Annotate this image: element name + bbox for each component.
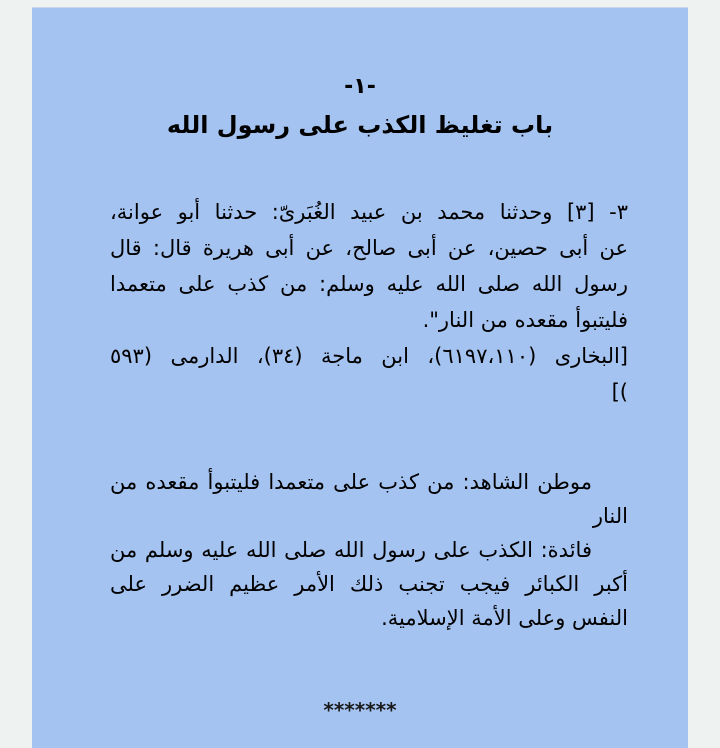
shahid-line: النار — [592, 504, 628, 528]
hadith-line: رسول الله صلى الله عليه وسلم: من كذب على متعمدا — [110, 272, 628, 296]
faida-line: النفس وعلى الأمة الإسلامية. — [381, 606, 628, 630]
hadith-line: ٣- [٣] وحدثنا محمد بن عبيد الغُبَرىّ: حدثنا أبو عوانة، — [110, 200, 628, 224]
hadith-line: عن أبى حصين، عن أبى صالح، عن أبى هريرة قال: قال — [110, 236, 628, 260]
hadith-line: فليتبوأ مقعده من النار". — [422, 308, 628, 332]
faida-line: أكبر الكبائر فيجب تجنب ذلك الأمر عظيم الضرر على — [110, 572, 628, 596]
document-page — [32, 7, 688, 748]
chapter-number: -١- — [344, 74, 376, 99]
hadith-reference-line: [البخارى (٦١٩٧،١١٠)، ابن ماجة (٣٤)، الدارمى (٥٩٣ — [110, 344, 628, 368]
chapter-title: باب تغليظ الكذب على رسول الله — [166, 111, 554, 139]
shahid-line: موطن الشاهد: من كذب على متعمدا فليتبوأ مقعده من — [110, 470, 592, 494]
hadith-reference-line: )] — [611, 380, 628, 404]
section-separator: ******* — [323, 698, 397, 722]
notes-text — [110, 465, 628, 635]
faida-line: فائدة: الكذب على رسول الله صلى الله عليه وسلم من — [110, 538, 592, 562]
hadith-text — [110, 194, 628, 410]
